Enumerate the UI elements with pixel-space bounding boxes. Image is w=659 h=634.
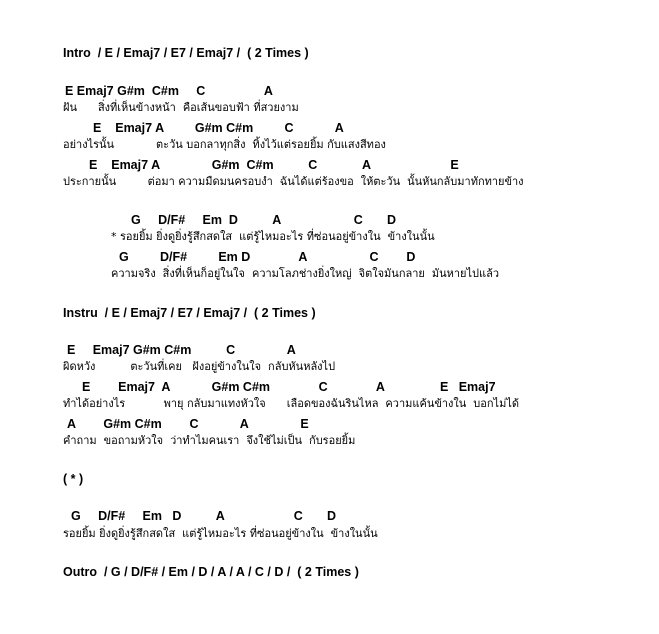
lyric-line: ฝัน สิ่งที่เห็นข้างหน้า คือเส้นขอบฟ้า ที่สวยงาม [63,101,299,114]
lyric-line: ทำได้อย่างไร พายุ กลับมาแทงหัวใจ เลือดของฉันรินไหล ความแค้นข้างใน บอกไม่ได้ [63,397,520,410]
chorus-lyric-line: ความจริง สิ่งที่เห็นก็อยู่ในใจ ความโลภช่างยิ่งใหญ่ จิตใจมันกลาย มันหายไปแล้ว [111,267,499,280]
chorus-lyric-line: * รอยยิ้ม ยิ่งดูยิ่งรู้สึกสดใส แต่รู้ไหมอะไร ที่ซ่อนอยู่ข้างใน ข้างในนั้น [111,230,435,243]
lyric-line: อย่างไรนั้น ตะวัน บอกลาทุกสิ่ง ทิ้งไว้แต่รอยยิ้ม กับแสงสีทอง [63,138,386,151]
lyric-line: ประกายนั้น ต่อมา ความมืดมนครอบงำ ฉันได้แต่ร้องขอ ให้ตะวัน นั้นหันกลับมาทักทายข้าง [63,175,524,188]
intro-line: Intro / E / Emaj7 / E7 / Emaj7 / ( 2 Times ) [63,46,309,60]
lyric-line: รอยยิ้ม ยิ่งดูยิ่งรู้สึกสดใส แต่รู้ไหมอะไร ที่ซ่อนอยู่ข้างใน ข้างในนั้น [63,527,378,540]
instru-line: Instru / E / Emaj7 / E7 / Emaj7 / ( 2 Times ) [63,306,316,320]
chord-line: E Emaj7 A G#m C#m C A E Emaj7 [82,380,496,394]
chord-line: E Emaj7 G#m C#m C A [67,343,296,357]
outro-line: Outro / G / D/F# / Em / D / A / A / C / D / ( 2 Times ) [63,565,359,579]
lyric-line: ผิดหวัง ตะวันที่เคย ฝังอยู่ข้างในใจ กลับหันหลังไป [63,360,336,373]
chord-line: G D/F# Em D A C D [131,213,397,227]
chord-line: E Emaj7 A G#m C#m C A [93,121,344,135]
lyric-line: คำถาม ขอถามหัวใจ ว่าทำไมคนเรา จึงใช้ไม่เป็น กับรอยยิ้ม [63,434,356,447]
chord-line: E Emaj7 A G#m C#m C A E [89,158,459,172]
chord-line: E Emaj7 G#m C#m C A [65,84,273,98]
chord-line: G D/F# Em D A C D [119,250,416,264]
chord-line: G D/F# Em D A C D [71,509,337,523]
chord-line: A G#m C#m C A E [67,417,309,431]
chorus-repeat-marker: ( * ) [63,472,84,486]
